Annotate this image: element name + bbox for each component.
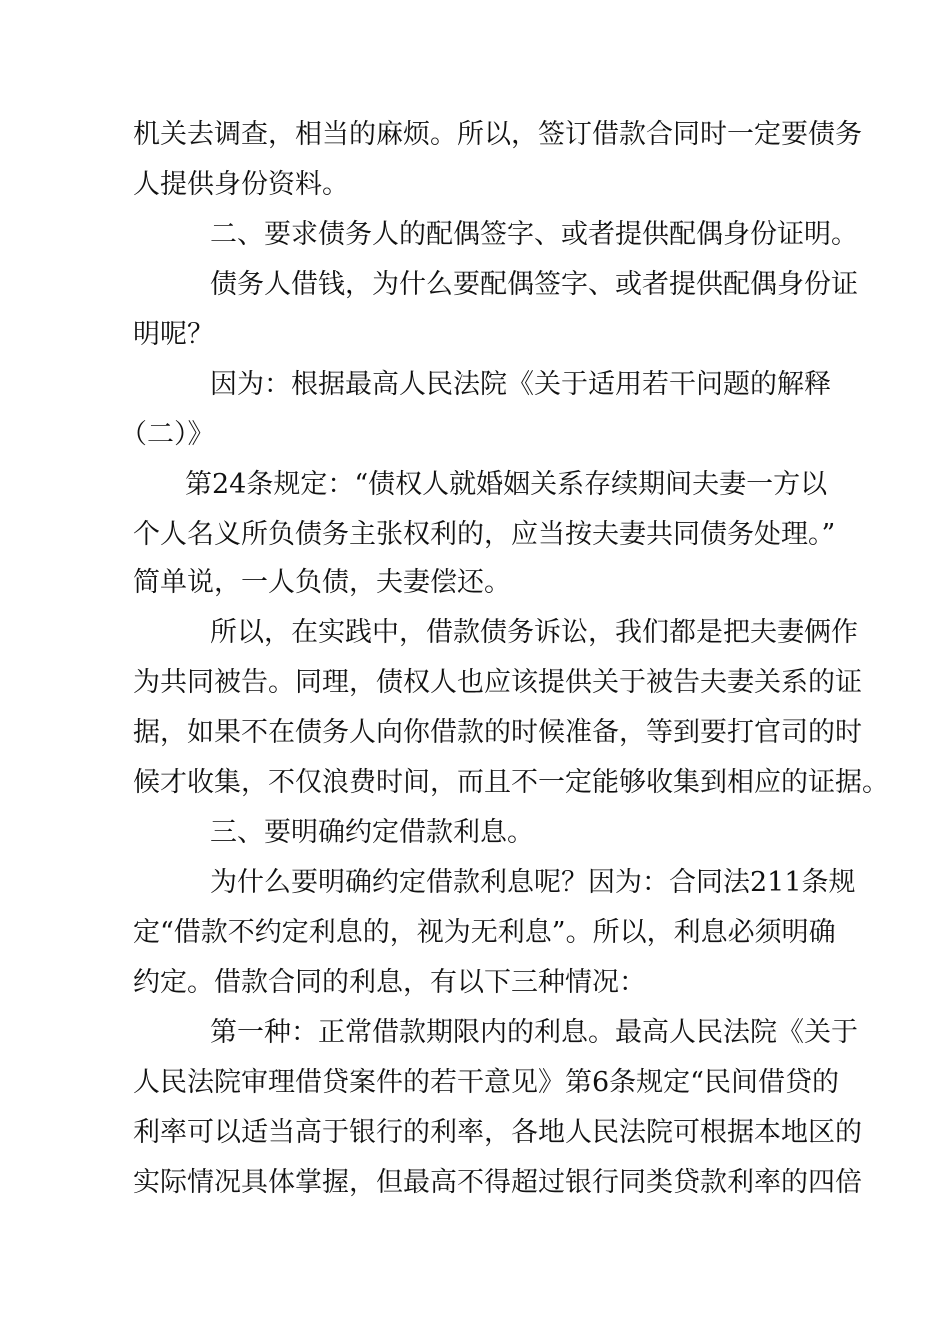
text-line: （二）》: [120, 419, 215, 450]
text-line: 因为：根据最高人民法院《关于适用若干问题的解释: [210, 369, 831, 400]
text-line: 债务人借钱，为什么要配偶签字、或者提供配偶身份证: [210, 269, 858, 300]
text-line: 约定。借款合同的利息，有以下三种情况：: [133, 967, 646, 998]
text-line: 个人名义所负债务主张权利的，应当按夫妻共同债务处理。”: [133, 519, 836, 550]
text-line: 简单说，一人负债，夫妻偿还。: [133, 567, 511, 598]
text-line: 定“借款不约定利息的，视为无利息”。所以，利息必须明确: [133, 917, 836, 948]
text-line: 明呢？: [133, 319, 214, 350]
text-line: 人提供身份资料。: [133, 169, 349, 200]
text-line: 利率可以适当高于银行的利率，各地人民法院可根据本地区的: [133, 1117, 862, 1148]
text-line: 为什么要明确约定借款利息呢？因为：合同法211条规: [210, 867, 856, 898]
text-line: 所以，在实践中，借款债务诉讼，我们都是把夫妻俩作: [210, 617, 858, 648]
text-line: 二、要求债务人的配偶签字、或者提供配偶身份证明。: [210, 219, 858, 250]
text-line: 实际情况具体掌握，但最高不得超过银行同类贷款利率的四倍: [133, 1167, 862, 1198]
text-line: 第一种：正常借款期限内的利息。最高人民法院《关于: [210, 1017, 858, 1048]
text-line: 机关去调查，相当的麻烦。所以，签订借款合同时一定要债务: [133, 119, 862, 150]
text-line: 人民法院审理借贷案件的若干意见》第6条规定“民间借贷的: [133, 1067, 839, 1098]
text-line: 为共同被告。同理，债权人也应该提供关于被告夫妻关系的证: [133, 667, 862, 698]
text-line: 三、要明确约定借款利息。: [210, 817, 534, 848]
text-line: 第24条规定：“债权人就婚姻关系存续期间夫妻一方以: [185, 469, 828, 500]
text-line: 候才收集，不仅浪费时间，而且不一定能够收集到相应的证据。: [133, 767, 889, 798]
text-line: 据，如果不在债务人向你借款的时候准备，等到要打官司的时: [133, 717, 862, 748]
